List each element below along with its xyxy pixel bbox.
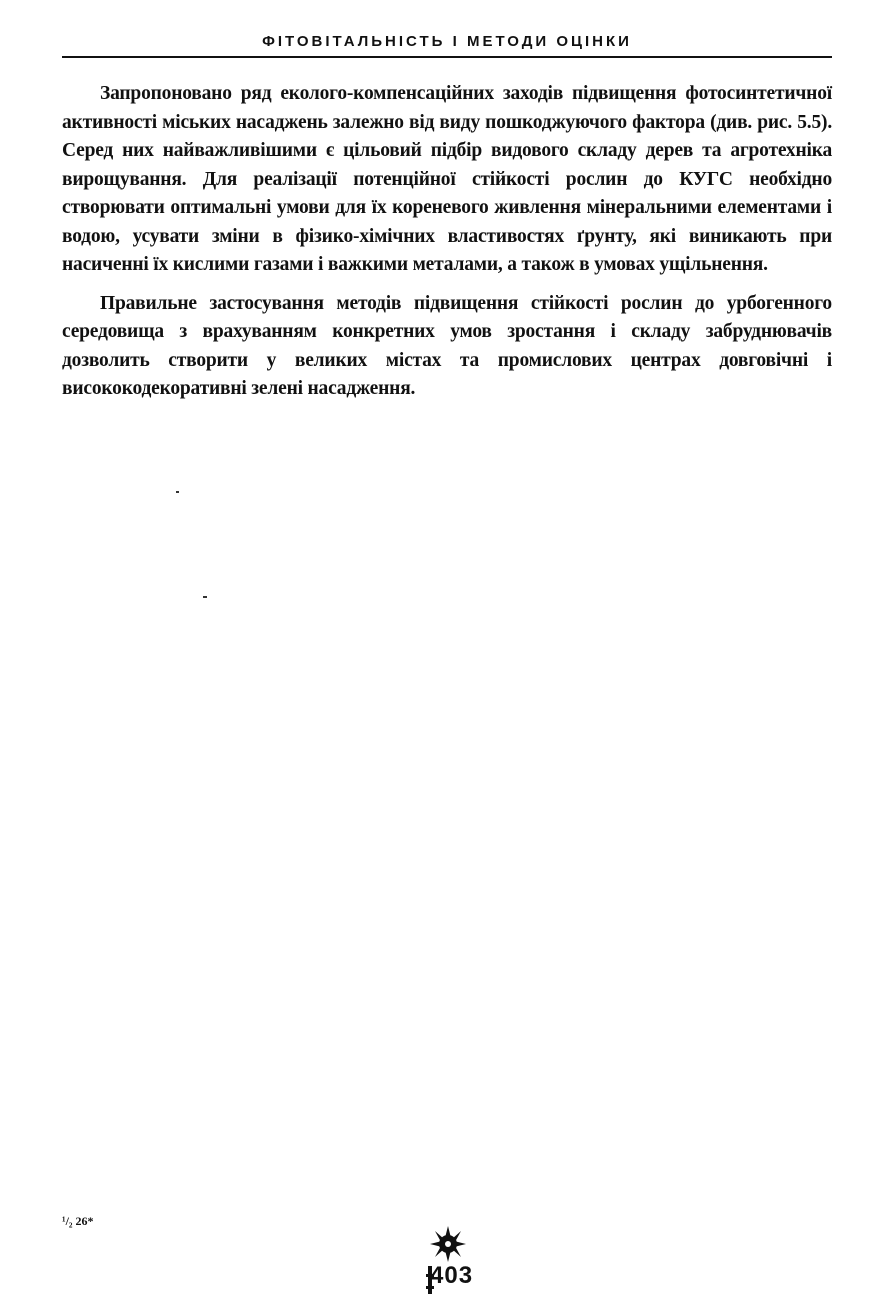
scan-speck bbox=[176, 491, 179, 493]
paragraph: Запропоновано ряд еколого-компенсаційних заходів підвищення фотосинтетичної активності міських насаджень залежно від виду пошкоджуючого фактора (див. рис. 5.5). Серед них найважливішими є цільовий підбір видового складу дерев та агротехніка вирощування. Для реалізації потенційної стійкості рослин до КУГС необхідно створювати оптимальні умови для їх кореневого живлення мінеральними елементами і водою, усувати зміни в фізико-хімічних властивостях ґрунту, які виникають при насиченні їх кислими газами і важкими металами, а також в умовах ущільнення. bbox=[62, 83, 832, 275]
paragraph: Правильне застосування методів підвищення стійкості рослин до урбогенного середовища з врахуванням конкретних умов зростання і складу забруднювачів дозволить створити у великих містах та промислових центрах довговічні і висококодекоративні зелені насадження. bbox=[62, 292, 832, 399]
page-number-block bbox=[426, 1222, 476, 1298]
page-number: 403 bbox=[430, 1262, 474, 1289]
running-header bbox=[62, 30, 832, 58]
scan-speck bbox=[203, 596, 207, 598]
running-title: ФІТОВІТАЛЬНІСТЬ І МЕТОДИ ОЦІНКИ bbox=[262, 33, 632, 50]
body-text bbox=[62, 80, 832, 414]
sheet-mark: ¹/₂ 26* bbox=[62, 1214, 94, 1228]
